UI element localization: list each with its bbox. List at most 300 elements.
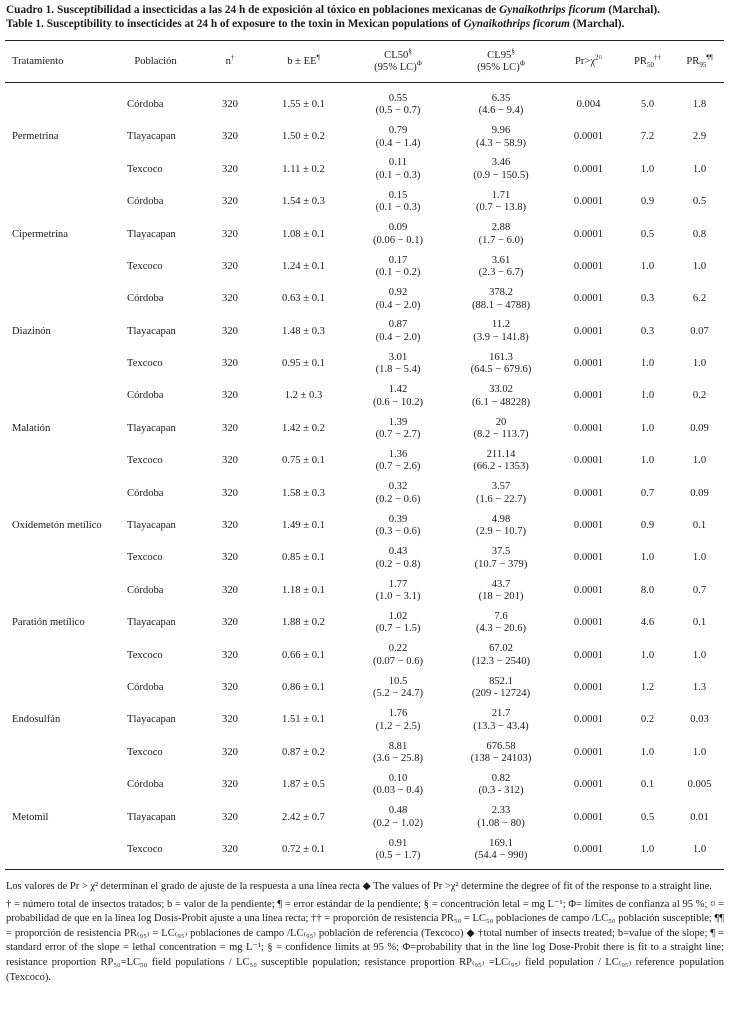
pr50-cell: 4.6	[640, 617, 655, 629]
cl95-cell	[445, 381, 557, 413]
table-row	[5, 575, 724, 607]
cl50-cell-value: 0.92	[388, 287, 408, 299]
cl50-cell-interval: (1.8 − 5.4)	[375, 364, 421, 376]
cl95-cell	[445, 413, 557, 445]
treatment-name: Malatión	[12, 422, 51, 434]
cl95-cell-interval: (10.7 − 379)	[474, 558, 528, 570]
pr-chi-cell: 0.0001	[573, 649, 604, 661]
n-cell: 320	[222, 487, 238, 499]
slope-cell: 0.86 ± 0.1	[282, 681, 325, 693]
cl50-cell-value: 1.42	[388, 384, 408, 396]
pr50-cell: 0.3	[640, 325, 655, 337]
cl50-cell-interval: (0.6 − 10.2)	[372, 396, 424, 408]
cl95-cell	[445, 510, 557, 542]
cl50-cell-interval: (1.2 − 2.5)	[375, 720, 421, 732]
table-row	[5, 154, 724, 186]
pr50-cell: 0.3	[640, 293, 655, 305]
table-caption	[6, 3, 724, 31]
treatment-name: Endosulfán	[12, 714, 61, 726]
cl95-cell	[445, 154, 557, 186]
n-cell: 320	[222, 746, 238, 758]
pr95-cell: 1.0	[692, 260, 707, 272]
table-row	[5, 607, 724, 639]
cl95-cell-interval: (66.2 - 1353)	[473, 461, 529, 473]
population-cell: Córdoba	[127, 196, 164, 208]
treatment-name: Diazinón	[12, 325, 51, 337]
cl95-cell-interval: (0.7 − 13.8)	[475, 202, 527, 214]
cl50-cell	[351, 381, 445, 413]
cl95-cell	[445, 283, 557, 315]
treatment-name: Permetrina	[12, 131, 59, 143]
cl50-cell-value: 3.01	[388, 351, 408, 363]
cl95-cell-interval: (4.3 − 58.9)	[475, 137, 527, 149]
population-cell: Córdoba	[127, 98, 164, 110]
pr-chi-cell: 0.0001	[573, 843, 604, 855]
cl95-cell-interval: (138 − 24103)	[470, 753, 532, 764]
header-pr95: $PR_{95}^{\P\P}$	[675, 42, 724, 83]
population-cell: Córdoba	[127, 293, 164, 305]
cl95-cell-interval: (18 − 201)	[478, 591, 524, 603]
n-cell: 320	[222, 649, 238, 661]
header-pr-chi: $Pr>\chi^{2¤}$	[557, 42, 620, 83]
cl50-cell-value: 0.11	[388, 157, 408, 169]
cl50-cell	[351, 737, 445, 769]
slope-cell: 1.48 ± 0.3	[282, 325, 325, 337]
pr-chi-cell: 0.0001	[573, 163, 604, 175]
cl50-cell-interval: (0.2 − 0.6)	[375, 493, 421, 505]
cl95-cell-interval: (2.9 − 10.7)	[475, 526, 527, 538]
slope-cell: 1.49 ± 0.1	[282, 520, 325, 532]
cl50-cell	[351, 478, 445, 510]
cl95-cell-interval: (54.4 − 990)	[474, 850, 528, 862]
cl50-cell	[351, 704, 445, 736]
pr-chi-cell: 0.0001	[573, 779, 604, 791]
cl95-cell-value: 4.98	[491, 513, 511, 525]
pr50-cell: 1.0	[640, 358, 655, 370]
n-cell: 320	[222, 325, 238, 337]
n-cell: 320	[222, 552, 238, 564]
pr-chi-cell: 0.0001	[573, 422, 604, 434]
table-body	[5, 83, 724, 867]
pr95-cell: 1.0	[692, 455, 707, 467]
footnote-abbreviations: † = número total de insectos tratados; b = valor de la pendiente; ¶ = error estándar de la pendiente; § = concentración letal = mg L⁻¹; Φ= límites de confianza al 95 %; ¤ = probabilidad de que en la línea log Dosis-Probit ajuste a una línea recta; †† = proporción de resistencia PR₅₀ = LC₅₀ poblaciones de campo /LC₅₀ población susceptible; ¶¶ = proporción de resistencia PR₍₉₅₎ = LC₍₉₅₎ poblaciones de campo /LC₍₉₅₎ población de referencia (Texcoco) ◆ †total number of insects treated; b=value of the slope; ¶ = standard error of the slope = lethal concentration = mg L⁻¹; § = confidence limits at 95 %; Φ=probability that in the line log Dose-Probit there is fit to a straight line; resistance proportion RP₅₀=LC₅₀ field populations / LC₅₀ susceptible population; resistance proportion RP₍₉₅₎ =LC₍₉₅₎ field population / LC₍₉₅₎ reference population (Texcoco).	[6, 898, 724, 983]
cl50-cell-value: 1.39	[388, 416, 408, 428]
table-row	[5, 283, 724, 315]
cl50-cell	[351, 154, 445, 186]
cl50-cell	[351, 251, 445, 283]
pr-chi-cell: 0.0001	[573, 455, 604, 467]
cl50-cell-interval: (0.03 − 0.4)	[372, 785, 424, 797]
cl50-cell-interval: (0.2 − 0.8)	[375, 558, 421, 570]
cl95-cell	[445, 121, 557, 153]
cl95-cell-value: 1.71	[491, 189, 511, 201]
pr95-cell: 6.2	[692, 293, 707, 305]
pr95-cell: 0.8	[692, 228, 707, 240]
pr-chi-cell: 0.004	[576, 98, 601, 110]
cl95-cell-value: 169.1	[489, 837, 513, 849]
population-cell: Córdoba	[127, 584, 164, 596]
cl50-cell-interval: (5.2 − 24.7)	[372, 688, 424, 700]
population-cell: Texcoco	[127, 649, 163, 661]
cl50-cell-interval: (1.0 − 3.1)	[375, 591, 421, 603]
cl50-cell-interval: (0.1 − 0.3)	[375, 202, 421, 214]
cl50-cell-interval: (0.1 − 0.3)	[375, 169, 421, 181]
cl50-cell	[351, 510, 445, 542]
slope-cell: 1.51 ± 0.1	[282, 714, 325, 726]
table-row	[5, 413, 724, 445]
cl95-cell-value: 3.57	[491, 481, 511, 493]
cl50-cell	[351, 769, 445, 801]
cl95-cell	[445, 640, 557, 672]
slope-cell: 1.50 ± 0.2	[282, 131, 325, 143]
cl95-cell-value: 0.82	[491, 772, 511, 784]
population-cell: Tlayacapan	[127, 131, 176, 143]
cl95-cell-interval: (4.6 − 9.4)	[478, 105, 524, 117]
cl50-cell-value: 1.02	[388, 610, 408, 622]
cl95-cell-value: 33.02	[489, 384, 513, 396]
pr95-cell: 0.1	[692, 617, 707, 629]
pr-chi-cell: 0.0001	[573, 325, 604, 337]
cl50-cell-value: 0.55	[388, 92, 408, 104]
slope-cell: 1.54 ± 0.3	[282, 196, 325, 208]
cl95-cell	[445, 445, 557, 477]
population-cell: Córdoba	[127, 681, 164, 693]
table-row	[5, 737, 724, 769]
cl50-cell	[351, 348, 445, 380]
n-cell: 320	[222, 455, 238, 467]
pr95-cell: 1.3	[692, 681, 707, 693]
cl95-cell-value: 2.33	[491, 805, 511, 817]
cl95-cell-interval: (3.9 − 141.8)	[473, 331, 529, 343]
pr-chi-cell: 0.0001	[573, 584, 604, 596]
cl50-cell	[351, 672, 445, 704]
cl50-cell-value: 0.09	[388, 222, 408, 234]
cl50-cell-value: 0.32	[388, 481, 408, 493]
pr-chi-cell: 0.0001	[573, 260, 604, 272]
pr50-cell: 1.0	[640, 390, 655, 402]
cl95-cell	[445, 348, 557, 380]
cl95-cell-interval: (0.3 - 312)	[478, 785, 524, 797]
header-cl95: CL95§ (95% LC)$^\Phi$	[445, 42, 557, 83]
pr-chi-cell: 0.0001	[573, 552, 604, 564]
n-cell: 320	[222, 617, 238, 629]
table-row	[5, 510, 724, 542]
footnote-fit: Los valores de Pr > χ² determinan el grado de ajuste de la respuesta a una línea recta ◆ The values of Pr >χ² determine the degree of fit of the response to a straight line.	[6, 881, 712, 892]
caption-spanish: Cuadro 1. Susceptibilidad a insecticidas a las 24 h de exposición al tóxico en poblaciones mexicanas de Gynaikothrips ficorum (Marchal).	[6, 4, 660, 16]
slope-cell: 1.18 ± 0.1	[282, 584, 325, 596]
pr50-cell: 1.0	[640, 746, 655, 758]
cl50-cell	[351, 607, 445, 639]
cl50-cell	[351, 542, 445, 574]
pr-chi-cell: 0.0001	[573, 390, 604, 402]
cl50-cell	[351, 316, 445, 348]
pr-chi-cell: 0.0001	[573, 681, 604, 693]
cl50-cell-interval: (0.1 − 0.2)	[375, 267, 421, 279]
cl50-cell-value: 0.91	[388, 837, 408, 849]
slope-cell: 0.63 ± 0.1	[282, 293, 325, 305]
pr95-cell: 0.01	[690, 811, 709, 823]
pr50-cell: 1.0	[640, 649, 655, 661]
table-row	[5, 219, 724, 251]
header-tratamiento: Tratamiento	[5, 42, 107, 83]
table-row	[5, 316, 724, 348]
cl50-cell-interval: (3.6 − 25.8)	[372, 753, 424, 764]
pr50-cell: 5.0	[640, 98, 655, 110]
cl95-cell	[445, 769, 557, 801]
cl50-cell-value: 0.15	[388, 189, 408, 201]
n-cell: 320	[222, 293, 238, 305]
pr50-cell: 0.5	[640, 811, 655, 823]
n-cell: 320	[222, 422, 238, 434]
cl50-cell	[351, 834, 445, 866]
cl50-cell	[351, 83, 445, 122]
pr95-cell: 0.09	[690, 487, 709, 499]
n-cell: 320	[222, 811, 238, 823]
cl95-cell-value: 2.88	[491, 222, 511, 234]
cl95-cell-value: 6.35	[491, 92, 511, 104]
population-cell: Tlayacapan	[127, 811, 176, 823]
slope-cell: 1.55 ± 0.1	[282, 98, 325, 110]
cl95-cell-interval: (1.08 − 80)	[477, 817, 525, 829]
pr50-cell: 0.5	[640, 228, 655, 240]
cl50-cell-interval: (0.07 − 0.6)	[372, 655, 424, 667]
cl50-cell-value: 10.5	[388, 675, 408, 687]
n-cell: 320	[222, 98, 238, 110]
cl50-cell	[351, 219, 445, 251]
bottom-rule	[5, 869, 724, 870]
table-row	[5, 478, 724, 510]
cl95-cell-interval: (0.9 − 150.5)	[473, 169, 529, 181]
n-cell: 320	[222, 260, 238, 272]
pr50-cell: 1.0	[640, 552, 655, 564]
cl95-cell	[445, 575, 557, 607]
cl95-cell-value: 378.2	[489, 287, 513, 299]
cl50-cell-value: 0.43	[388, 546, 408, 558]
pr-chi-cell: 0.0001	[573, 358, 604, 370]
cl95-cell	[445, 219, 557, 251]
slope-cell: 0.72 ± 0.1	[282, 843, 325, 855]
table-row	[5, 542, 724, 574]
population-cell: Texcoco	[127, 843, 163, 855]
population-cell: Tlayacapan	[127, 714, 176, 726]
slope-cell: 1.88 ± 0.2	[282, 617, 325, 629]
table-row	[5, 802, 724, 834]
header-pr50: $PR_{50}^{\dagger\dagger}$	[620, 42, 675, 83]
population-cell: Texcoco	[127, 746, 163, 758]
pr95-cell: 2.9	[692, 131, 707, 143]
cl50-cell-interval: (0.3 − 0.6)	[375, 526, 421, 538]
header-cl50: CL50§ (95% LC)$^\Phi$	[351, 42, 445, 83]
pr-chi-cell: 0.0001	[573, 196, 604, 208]
cl50-cell-interval: (0.2 − 1.02)	[372, 817, 424, 829]
n-cell: 320	[222, 584, 238, 596]
cl95-cell-value: 3.46	[491, 157, 511, 169]
pr95-cell: 0.7	[692, 584, 707, 596]
population-cell: Texcoco	[127, 455, 163, 467]
cl95-cell-value: 9.96	[491, 125, 511, 137]
treatment-name: Paratión metílico	[12, 617, 85, 629]
top-rule	[5, 40, 724, 41]
header-b: b ± EE¶	[256, 42, 351, 83]
pr95-cell: 1.0	[692, 358, 707, 370]
pr95-cell: 1.0	[692, 163, 707, 175]
pr50-cell: 0.9	[640, 196, 655, 208]
population-cell: Tlayacapan	[127, 325, 176, 337]
pr95-cell: 1.0	[692, 843, 707, 855]
cl95-cell-value: 3.61	[491, 254, 511, 266]
cl95-cell	[445, 83, 557, 122]
pr50-cell: 1.0	[640, 422, 655, 434]
cl95-cell-interval: (12.3 − 2540)	[471, 655, 531, 667]
cl95-cell	[445, 802, 557, 834]
population-cell: Córdoba	[127, 390, 164, 402]
pr95-cell: 0.03	[690, 714, 709, 726]
cl50-cell	[351, 413, 445, 445]
cl95-cell	[445, 607, 557, 639]
slope-cell: 0.66 ± 0.1	[282, 649, 325, 661]
cl50-cell	[351, 575, 445, 607]
population-cell: Tlayacapan	[127, 617, 176, 629]
pr50-cell: 0.2	[640, 714, 655, 726]
pr50-cell: 1.0	[640, 260, 655, 272]
cl50-cell	[351, 283, 445, 315]
slope-cell: 1.2 ± 0.3	[284, 390, 323, 402]
cl50-cell-value: 1.36	[388, 448, 408, 460]
cl95-cell	[445, 672, 557, 704]
cl95-cell-interval: (1.6 − 22.7)	[475, 493, 527, 505]
n-cell: 320	[222, 196, 238, 208]
cl50-cell-value: 0.17	[388, 254, 408, 266]
pr-chi-cell: 0.0001	[573, 746, 604, 758]
cl95-cell-value: 852.1	[489, 675, 513, 687]
table-row	[5, 834, 724, 866]
pr-chi-cell: 0.0001	[573, 487, 604, 499]
pr-chi-cell: 0.0001	[573, 617, 604, 629]
cl95-cell-value: 7.6	[494, 610, 508, 622]
cl95-cell-interval: (1.7 − 6.0)	[478, 234, 524, 246]
header-row	[5, 42, 724, 83]
cl95-cell-value: 161.3	[489, 351, 513, 363]
n-cell: 320	[222, 843, 238, 855]
cl95-cell	[445, 704, 557, 736]
treatment-name: Cipermetrina	[12, 228, 68, 240]
population-cell: Tlayacapan	[127, 520, 176, 532]
slope-cell: 0.95 ± 0.1	[282, 358, 325, 370]
cl50-cell	[351, 802, 445, 834]
slope-cell: 1.11 ± 0.2	[282, 163, 325, 175]
cl95-cell-interval: (6.1 − 48228)	[471, 396, 531, 408]
pr50-cell: 0.1	[640, 779, 655, 791]
population-cell: Texcoco	[127, 260, 163, 272]
cl95-cell-interval: (8.2 − 113.7)	[473, 429, 529, 441]
table-row	[5, 348, 724, 380]
cl50-cell-interval: (0.7 − 2.6)	[375, 461, 421, 473]
cl95-cell	[445, 737, 557, 769]
cl95-cell-interval: (4.3 − 20.6)	[475, 623, 527, 635]
table-row	[5, 83, 724, 122]
cl95-cell	[445, 834, 557, 866]
slope-cell: 0.75 ± 0.1	[282, 455, 325, 467]
slope-cell: 1.42 ± 0.2	[282, 422, 325, 434]
n-cell: 320	[222, 681, 238, 693]
header-poblacion: Población	[107, 42, 204, 83]
cl50-cell-value: 0.48	[388, 805, 408, 817]
caption-english: Table 1. Susceptibility to insecticides at 24 h of exposure to the toxin in Mexican populations of Gynaikothrips ficorum (Marchal).	[6, 18, 625, 30]
cl95-cell-value: 676.58	[486, 740, 516, 752]
slope-cell: 1.87 ± 0.5	[282, 779, 325, 791]
cl50-cell-value: 8.81	[388, 740, 408, 752]
cl95-cell-interval: (64.5 − 679.6)	[470, 364, 532, 376]
cl50-cell-interval: (0.06 − 0.1)	[372, 234, 424, 246]
cl95-cell-interval: (209 - 12724)	[471, 688, 531, 700]
pr-chi-cell: 0.0001	[573, 520, 604, 532]
cl50-cell	[351, 186, 445, 218]
cl95-cell	[445, 186, 557, 218]
table-row	[5, 251, 724, 283]
pr50-cell: 0.7	[640, 487, 655, 499]
cl50-cell	[351, 121, 445, 153]
table-row	[5, 672, 724, 704]
population-cell: Texcoco	[127, 552, 163, 564]
cl50-cell-value: 1.77	[388, 578, 408, 590]
treatment-name: Metomil	[12, 811, 49, 823]
table-row	[5, 704, 724, 736]
pr-chi-cell: 0.0001	[573, 131, 604, 143]
pr50-cell: 7.2	[640, 131, 655, 143]
slope-cell: 1.24 ± 0.1	[282, 260, 325, 272]
pr50-cell: 1.2	[640, 681, 655, 693]
table-row	[5, 121, 724, 153]
cl95-cell	[445, 316, 557, 348]
pr-chi-cell: 0.0001	[573, 293, 604, 305]
cl95-cell-value: 11.2	[491, 319, 511, 331]
slope-cell: 2.42 ± 0.7	[282, 811, 325, 823]
cl95-cell-value: 67.02	[489, 643, 513, 655]
cl50-cell-interval: (0.4 − 2.0)	[375, 331, 421, 343]
pr95-cell: 0.07	[690, 325, 709, 337]
n-cell: 320	[222, 779, 238, 791]
cl50-cell-value: 0.87	[388, 319, 408, 331]
pr50-cell: 1.0	[640, 455, 655, 467]
table-row	[5, 381, 724, 413]
cl50-cell-interval: (0.4 − 2.0)	[375, 299, 421, 311]
pr95-cell: 1.8	[692, 98, 707, 110]
population-cell: Texcoco	[127, 163, 163, 175]
cl50-cell-value: 0.10	[388, 772, 408, 784]
cl95-cell-value: 211.14	[486, 448, 516, 460]
pr95-cell: 1.0	[692, 552, 707, 564]
cl50-cell-interval: (0.5 − 0.7)	[375, 105, 421, 117]
cl95-cell	[445, 478, 557, 510]
cl50-cell-value: 0.22	[388, 643, 408, 655]
data-table	[5, 42, 724, 866]
cl95-cell	[445, 251, 557, 283]
slope-cell: 0.85 ± 0.1	[282, 552, 325, 564]
n-cell: 320	[222, 390, 238, 402]
n-cell: 320	[222, 358, 238, 370]
treatment-name: Oxidemetón metílico	[12, 520, 102, 532]
cl50-cell-interval: (0.4 − 1.4)	[375, 137, 421, 149]
n-cell: 320	[222, 131, 238, 143]
population-cell: Córdoba	[127, 779, 164, 791]
pr50-cell: 0.9	[640, 520, 655, 532]
cl95-cell-value: 43.7	[491, 578, 511, 590]
cl50-cell	[351, 640, 445, 672]
table-row	[5, 445, 724, 477]
cl95-cell-interval: (13.3 − 43.4)	[473, 720, 529, 732]
cl95-cell-value: 37.5	[491, 546, 511, 558]
population-cell: Texcoco	[127, 358, 163, 370]
